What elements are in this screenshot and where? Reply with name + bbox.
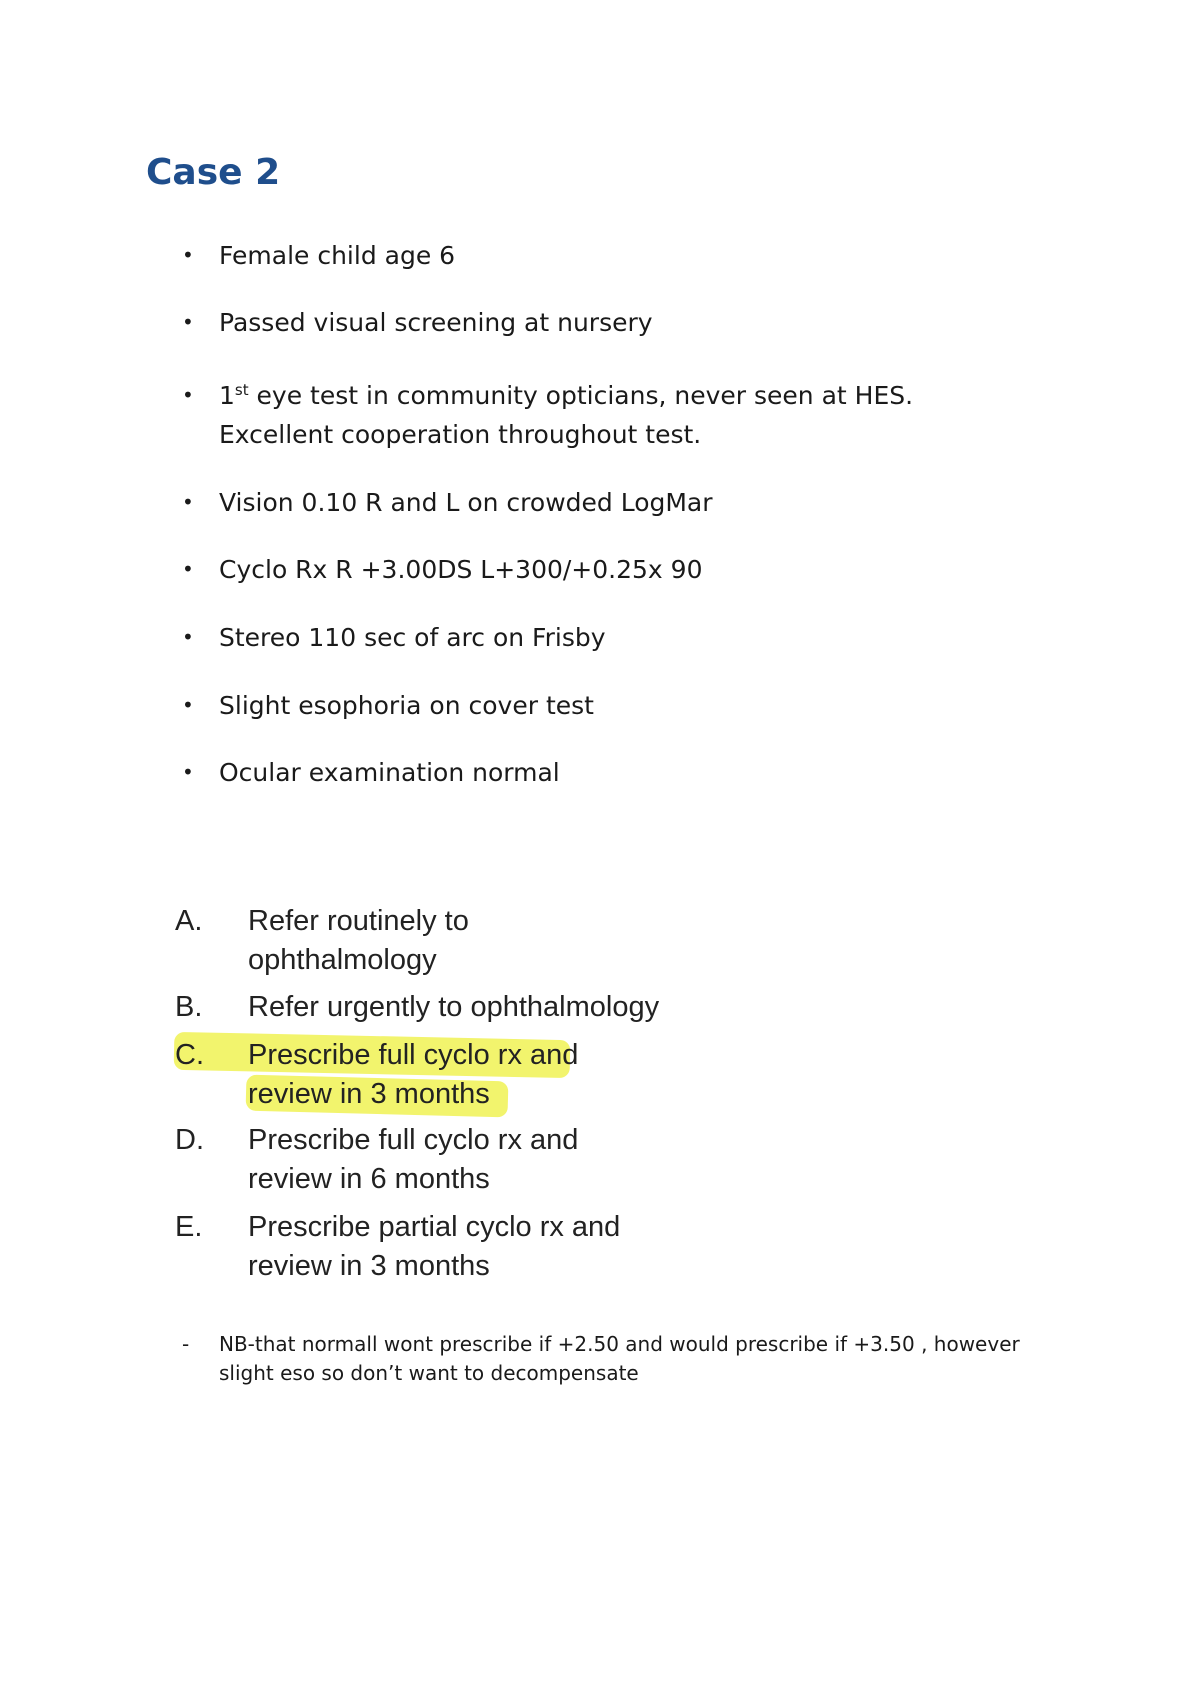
- option-letter: C.: [175, 1039, 204, 1071]
- bullet-text: Ocular examination normal: [219, 758, 560, 787]
- option-text: [248, 902, 768, 980]
- bullet-icon: •: [182, 490, 194, 514]
- option-letter: D.: [175, 1124, 204, 1156]
- bullet-icon: •: [182, 693, 194, 717]
- case-title: Case 2: [146, 152, 281, 193]
- bullet-icon: •: [182, 383, 194, 407]
- bullet-text: Cyclo Rx R +3.00DS L+300/+0.25x 90: [219, 555, 703, 584]
- option-letter: E.: [175, 1211, 203, 1243]
- bullet-text: Female child age 6: [219, 241, 456, 270]
- option-text: [248, 1208, 768, 1286]
- bullet-text: Passed visual screening at nursery: [219, 308, 653, 337]
- option-text-line: review in 3 months: [248, 1250, 490, 1282]
- bullet-text: Stereo 110 sec of arc on Frisby: [219, 623, 606, 652]
- bullet-text: [219, 376, 999, 454]
- option-text-line: Refer routinely to: [248, 905, 469, 937]
- option-text-line: review in 3 months: [248, 1078, 490, 1110]
- bullet-text-continuation: eye test in community opticians, never seen at HES.: [248, 381, 914, 410]
- footnote-text: NB-that normall wont prescribe if +2.50 and would prescribe if +3.50 , however slight eso so don’t want to decompensate: [219, 1332, 1020, 1385]
- bullet-text: Slight esophoria on cover test: [219, 691, 594, 720]
- bullet-icon: •: [182, 243, 194, 267]
- option-letter: A.: [175, 905, 203, 937]
- bullet-text-line: Excellent cooperation throughout test.: [219, 420, 702, 449]
- option-text-line: review in 6 months: [248, 1163, 490, 1195]
- option-text: [248, 1121, 768, 1199]
- bullet-text-line: [219, 381, 913, 410]
- option-text-line: Prescribe partial cyclo rx and: [248, 1211, 621, 1243]
- option-text: [248, 1036, 768, 1114]
- option-text: Refer urgently to ophthalmology: [248, 991, 660, 1023]
- option-text-line: Prescribe full cyclo rx and: [248, 1039, 579, 1071]
- ordinal-suffix: st: [234, 381, 249, 399]
- bullet-text: Vision 0.10 R and L on crowded LogMar: [219, 488, 713, 517]
- option-text-line: ophthalmology: [248, 944, 437, 976]
- option-letter: B.: [175, 991, 203, 1023]
- dash-marker: -: [182, 1332, 190, 1356]
- bullet-icon: •: [182, 557, 194, 581]
- bullet-icon: •: [182, 625, 194, 649]
- bullet-icon: •: [182, 310, 194, 334]
- bullet-icon: •: [182, 760, 194, 784]
- option-text-line: Prescribe full cyclo rx and: [248, 1124, 579, 1156]
- ordinal-number: 1: [219, 381, 235, 410]
